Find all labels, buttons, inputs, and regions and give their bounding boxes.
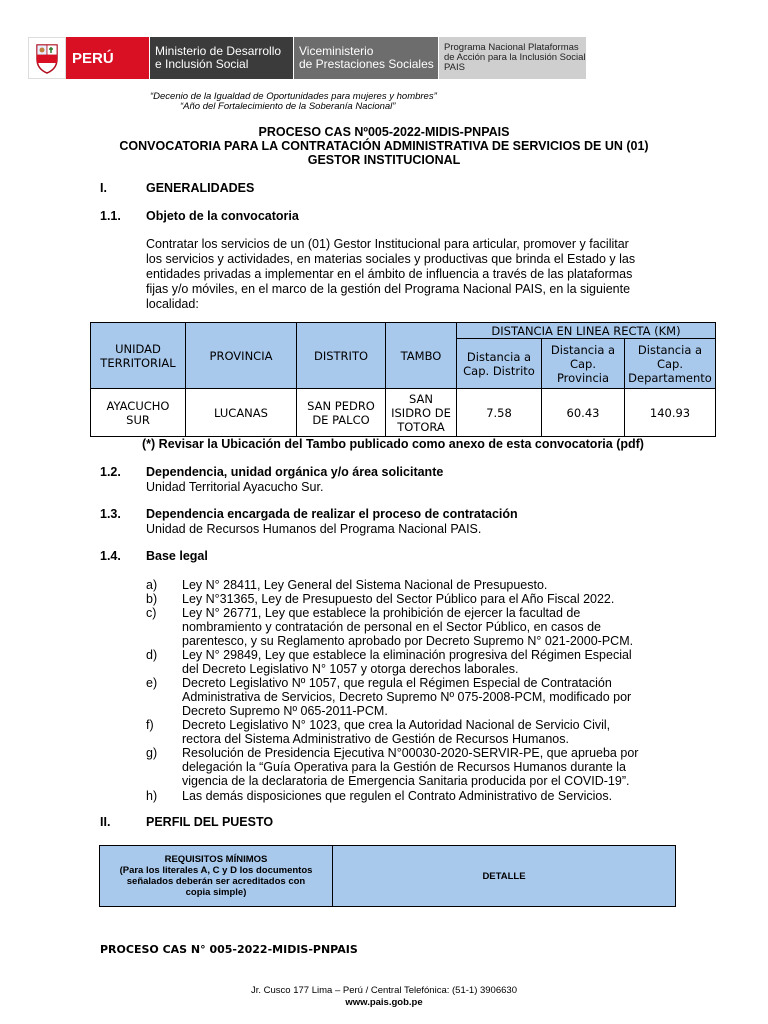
title-line-3: GESTOR INSTITUCIONAL xyxy=(307,153,461,167)
objective-paragraph: Contratar los servicios de un (01) Gestor Institucional para articular, promover y facilitar los servicios y actividades, en materias sociales y productivas que brinda el Estado y las entidades privadas a implementar en el ámbito de influencia a través de las plataformas fijas y/o móviles, en el marco de la gestión del Programa Nacional PAIS, en la siguiente localidad: xyxy=(146,237,636,311)
ministry-brand: Ministerio de Desarrollo e Inclusión Social xyxy=(150,37,294,79)
section-1-4-title: Base legal xyxy=(146,549,208,563)
section-2-title: PERFIL DEL PUESTO xyxy=(146,815,274,829)
header-distrito: DISTRITO xyxy=(297,323,386,389)
program-brand: Programa Nacional Plataformas de Acción para la Inclusión Social PAIS xyxy=(439,37,586,79)
section-2-number: II. xyxy=(100,815,111,829)
legal-letter-g: g) xyxy=(146,746,158,760)
table-note: (*) Revisar la Ubicación del Tambo publicado como anexo de esta convocatoria (pdf) xyxy=(142,437,644,451)
location-table xyxy=(90,322,716,437)
section-1-title: GENERALIDADES xyxy=(146,181,255,195)
footer-address: Jr. Cusco 177 Lima – Perú / Central Telefónica: (51-1) 3906630 xyxy=(251,985,517,996)
section-1-4-number: 1.4. xyxy=(100,549,121,563)
section-1-2-text: Unidad Territorial Ayacucho Sur. xyxy=(146,480,324,494)
cell-unidad: AYACUCHO SUR xyxy=(91,389,186,437)
cell-distancia-provincia: 60.43 xyxy=(542,389,625,437)
header-requisitos: REQUISITOS MÍNIMOS (Para los literales A, C y D los documentos señalados deberán ser acreditados con copia simple) xyxy=(100,846,333,907)
legal-item-h: Las demás disposiciones que regulen el Contrato Administrativo de Servicios. xyxy=(182,789,613,803)
legal-item-e: Decreto Legislativo Nº 1057, que regula el Régimen Especial de Contratación Administrativa de Servicios, Decreto Supremo Nº 075-2008-PCM, modificado por Decreto Supremo Nº 065-2011-PCM. xyxy=(182,676,632,718)
cell-distrito: SAN PEDRO DE PALCO xyxy=(297,389,386,437)
footer-web-link[interactable]: www.pais.gob.pe xyxy=(345,997,423,1008)
header-unidad: UNIDAD TERRITORIAL xyxy=(91,323,186,389)
section-1-number: I. xyxy=(100,181,107,195)
title-line-1: PROCESO CAS Nº005-2022-MIDIS-PNPAIS xyxy=(258,125,510,139)
peru-brand: PERÚ xyxy=(66,37,150,79)
table-row xyxy=(91,389,716,437)
peru-shield-icon xyxy=(28,37,66,79)
section-1-3-number: 1.3. xyxy=(100,507,121,521)
section-1-1-number: 1.1. xyxy=(100,209,121,223)
footer-process: PROCESO CAS N° 005-2022-MIDIS-PNPAIS xyxy=(100,943,358,956)
motto-line-2: “Año del Fortalecimiento de la Soberanía Nacional” xyxy=(180,101,396,112)
legal-letter-e: e) xyxy=(146,676,158,690)
header-detalle: DETALLE xyxy=(333,846,676,907)
header-distancia: DISTANCIA EN LINEA RECTA (KM) xyxy=(457,323,716,339)
legal-item-c: Ley N° 26771, Ley que establece la prohibición de ejercer la facultad de nombramiento y contratación de personal en el Sector Público, en casos de parentesco, y su Reglamento aprobado por Decreto Supremo N° 021-2000-PCM. xyxy=(182,606,634,648)
legal-letter-b: b) xyxy=(146,592,158,606)
header-provincia: PROVINCIA xyxy=(186,323,297,389)
legal-item-f: Decreto Legislativo N° 1023, que crea la Autoridad Nacional de Servicio Civil, rectora del Sistema Administrativo de Gestión de Recursos Humanos. xyxy=(182,718,611,746)
profile-table xyxy=(99,845,676,907)
viceministry-brand: Viceministerio de Prestaciones Sociales xyxy=(294,37,439,79)
legal-item-b: Ley N°31365, Ley de Presupuesto del Sector Público para el Año Fiscal 2022. xyxy=(182,592,615,606)
section-1-3-text: Unidad de Recursos Humanos del Programa Nacional PAIS. xyxy=(146,522,482,536)
motto-line-1: “Decenio de la Igualdad de Oportunidades para mujeres y hombres” xyxy=(150,91,437,102)
cell-provincia: LUCANAS xyxy=(186,389,297,437)
title-line-2: CONVOCATORIA PARA LA CONTRATACIÓN ADMINISTRATIVA DE SERVICIOS DE UN (01) xyxy=(119,139,649,153)
section-1-2-title: Dependencia, unidad orgánica y/o área solicitante xyxy=(146,465,444,479)
section-1-3-title: Dependencia encargada de realizar el proceso de contratación xyxy=(146,507,518,521)
header-cap-departamento: Distancia a Cap. Departamento xyxy=(625,339,716,389)
legal-letter-c: c) xyxy=(146,606,157,620)
legal-letter-a: a) xyxy=(146,578,158,592)
header-cap-distrito: Distancia a Cap. Distrito xyxy=(457,339,542,389)
cell-distancia-departamento: 140.93 xyxy=(625,389,716,437)
legal-letter-f: f) xyxy=(146,718,154,732)
header-banner xyxy=(28,37,586,79)
legal-letter-d: d) xyxy=(146,648,158,662)
legal-item-g: Resolución de Presidencia Ejecutiva N°00030-2020-SERVIR-PE, que aprueba por delegación la “Guía Operativa para la Gestión de Recursos Humanos durante la vigencia de la declaratoria de Emergencia Sanitaria producida por el COVID-19”. xyxy=(182,746,639,788)
legal-item-a: Ley N° 28411, Ley General del Sistema Nacional de Presupuesto. xyxy=(182,578,548,592)
header-cap-provincia: Distancia a Cap. Provincia xyxy=(542,339,625,389)
cell-distancia-distrito: 7.58 xyxy=(457,389,542,437)
section-1-1-title: Objeto de la convocatoria xyxy=(146,209,299,223)
legal-letter-h: h) xyxy=(146,789,158,803)
header-tambo: TAMBO xyxy=(386,323,457,389)
legal-item-d: Ley N° 29849, Ley que establece la eliminación progresiva del Régimen Especial del Decreto Legislativo N° 1057 y otorga derechos laborales. xyxy=(182,648,632,676)
cell-tambo: SAN ISIDRO DE TOTORA xyxy=(386,389,457,437)
section-1-2-number: 1.2. xyxy=(100,465,121,479)
